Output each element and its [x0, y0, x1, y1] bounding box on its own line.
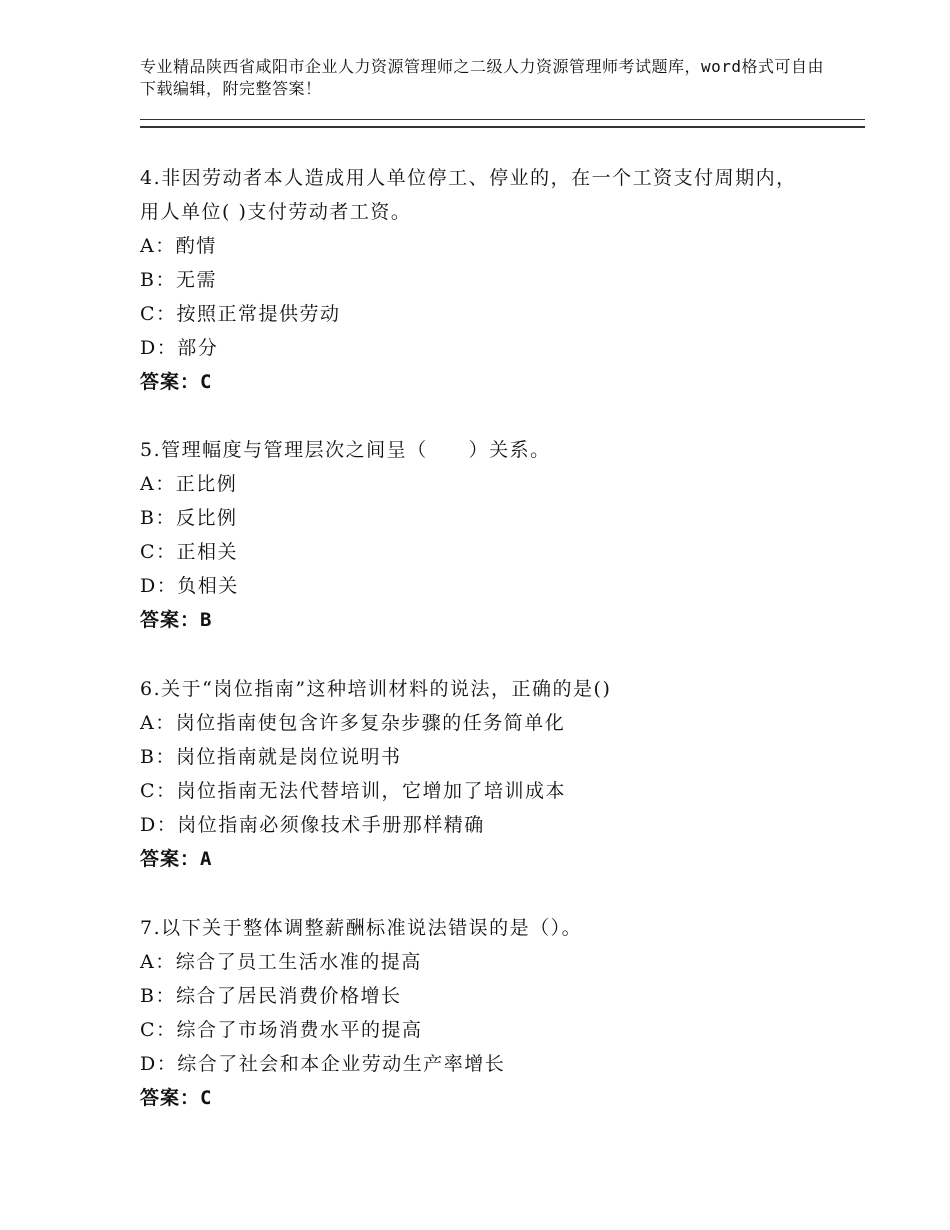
option-c: C：岗位指南无法代替培训，它增加了培训成本	[140, 780, 567, 802]
header-divider	[140, 119, 865, 128]
question-stem: 6.关于“岗位指南”这种培训材料的说法，正确的是()	[140, 678, 612, 700]
question-5	[140, 433, 810, 637]
question-stem: 5.管理幅度与管理层次之间呈（ ）关系。	[140, 439, 551, 461]
option-c: C：综合了市场消费水平的提高	[140, 1019, 423, 1041]
answer-value: A	[200, 848, 213, 870]
option-d: D：岗位指南必须像技术手册那样精确	[140, 814, 485, 836]
option-a: A：正比例	[140, 473, 238, 495]
question-stem: 7.以下关于整体调整薪酬标准说法错误的是（）。	[140, 917, 583, 939]
question-7	[140, 911, 810, 1115]
answer-line	[140, 365, 810, 399]
option-b: B：无需	[140, 269, 217, 291]
option-c: C：正相关	[140, 541, 239, 563]
answer-label: 答案：	[140, 1087, 201, 1109]
answer-line	[140, 1081, 810, 1115]
option-a: A：岗位指南使包含许多复杂步骤的任务简单化	[140, 712, 566, 734]
answer-value: B	[200, 609, 213, 631]
answer-line	[140, 842, 810, 876]
question-4	[140, 161, 810, 399]
option-b: B：岗位指南就是岗位说明书	[140, 746, 402, 768]
option-b: B：反比例	[140, 507, 238, 529]
question-stem: 4.非因劳动者本人造成用人单位停工、停业的，在一个工资支付周期内，用人单位( )支付劳动者工资。	[140, 167, 797, 223]
answer-label: 答案：	[140, 609, 201, 631]
option-d: D：负相关	[140, 575, 239, 597]
option-a: A：酌情	[140, 235, 217, 257]
answer-label: 答案：	[140, 371, 201, 393]
answer-label: 答案：	[140, 848, 201, 870]
option-c: C：按照正常提供劳动	[140, 303, 341, 325]
option-d: D：部分	[140, 337, 219, 359]
option-d: D：综合了社会和本企业劳动生产率增长	[140, 1053, 506, 1075]
answer-value: C	[200, 1087, 213, 1109]
document-header	[140, 56, 840, 100]
option-a: A：综合了员工生活水准的提高	[140, 951, 422, 973]
option-b: B：综合了居民消费价格增长	[140, 985, 402, 1007]
question-6	[140, 672, 810, 876]
header-text: 专业精品陕西省咸阳市企业人力资源管理师之二级人力资源管理师考试题库，word格式可自由下载编辑，附完整答案！	[140, 57, 825, 98]
answer-value: C	[200, 371, 213, 393]
answer-line	[140, 603, 810, 637]
